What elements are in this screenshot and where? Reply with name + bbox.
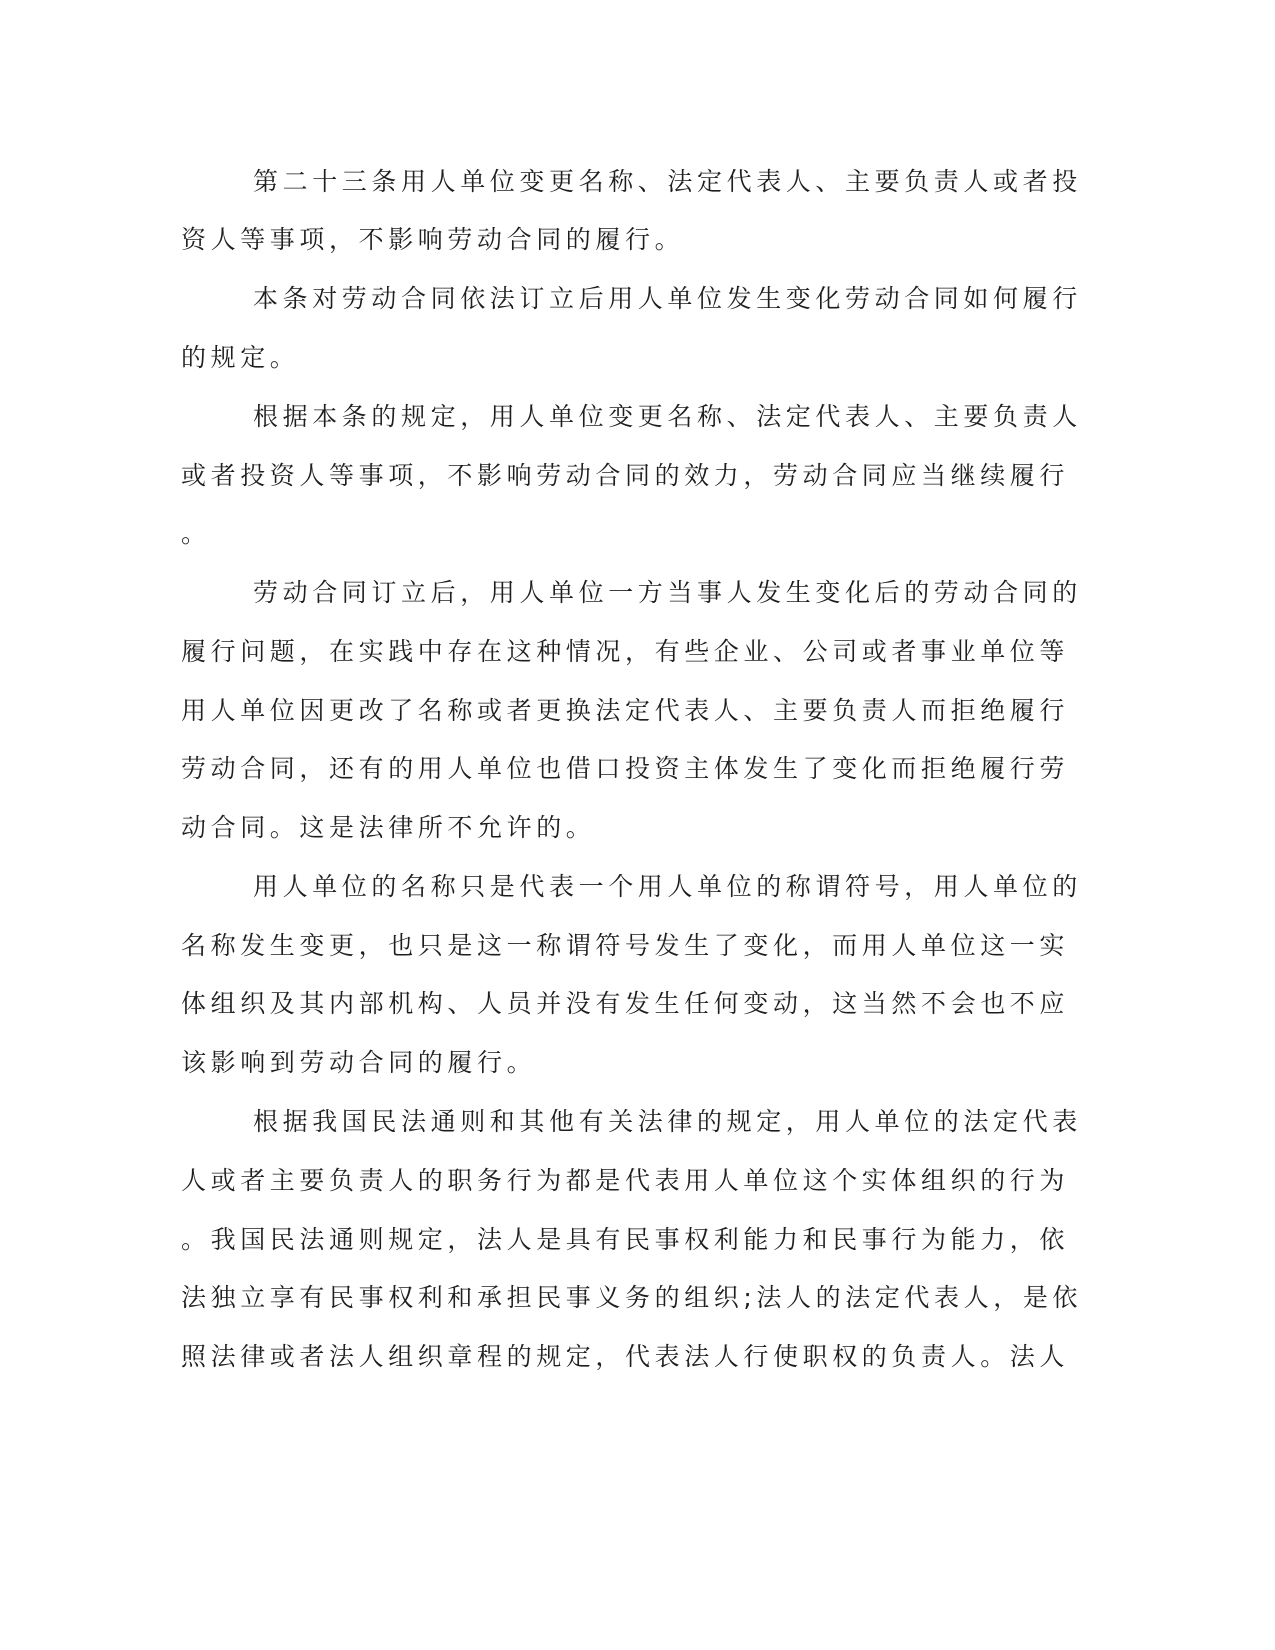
paragraph-3-line-3: 。: [181, 519, 211, 548]
paragraph-5-line-2: 名称发生变更，也只是这一称谓符号发生了变化，而用人单位这一实: [181, 931, 1070, 960]
paragraph-1-line-2: 资人等事项，不影响劳动合同的履行。: [181, 225, 685, 254]
paragraph-3-line-1: 根据本条的规定，用人单位变更名称、法定代表人、主要负责人: [253, 402, 1082, 431]
paragraph-6-line-5: 照法律或者法人组织章程的规定，代表法人行使职权的负责人。法人: [181, 1342, 1070, 1371]
paragraph-4-line-1: 劳动合同订立后，用人单位一方当事人发生变化后的劳动合同的: [253, 578, 1082, 607]
paragraph-4-line-2: 履行问题，在实践中存在这种情况，有些企业、公司或者事业单位等: [181, 637, 1070, 666]
paragraph-2-line-2: 的规定。: [181, 343, 300, 372]
paragraph-2-line-1: 本条对劳动合同依法订立后用人单位发生变化劳动合同如何履行: [253, 284, 1082, 313]
paragraph-5-line-3: 体组织及其内部机构、人员并没有发生任何变动，这当然不会也不应: [181, 989, 1070, 1018]
paragraph-5-line-4: 该影响到劳动合同的履行。: [181, 1048, 537, 1077]
paragraph-4-line-5: 动合同。这是法律所不允许的。: [181, 813, 596, 842]
paragraph-5-line-1: 用人单位的名称只是代表一个用人单位的称谓符号，用人单位的: [253, 872, 1082, 901]
paragraph-1-line-1: 第二十三条用人单位变更名称、法定代表人、主要负责人或者投: [253, 167, 1082, 196]
paragraph-3-line-2: 或者投资人等事项，不影响劳动合同的效力，劳动合同应当继续履行: [181, 461, 1070, 490]
paragraph-6-line-1: 根据我国民法通则和其他有关法律的规定，用人单位的法定代表: [253, 1107, 1082, 1136]
paragraph-6-line-3: 。我国民法通则规定，法人是具有民事权利能力和民事行为能力，依: [181, 1225, 1070, 1254]
paragraph-4-line-4: 劳动合同，还有的用人单位也借口投资主体发生了变化而拒绝履行劳: [181, 754, 1070, 783]
paragraph-4-line-3: 用人单位因更改了名称或者更换法定代表人、主要负责人而拒绝履行: [181, 696, 1070, 725]
paragraph-6-line-2: 人或者主要负责人的职务行为都是代表用人单位这个实体组织的行为: [181, 1166, 1070, 1195]
paragraph-6-line-4: 法独立享有民事权利和承担民事义务的组织;法人的法定代表人，是依: [181, 1283, 1083, 1312]
